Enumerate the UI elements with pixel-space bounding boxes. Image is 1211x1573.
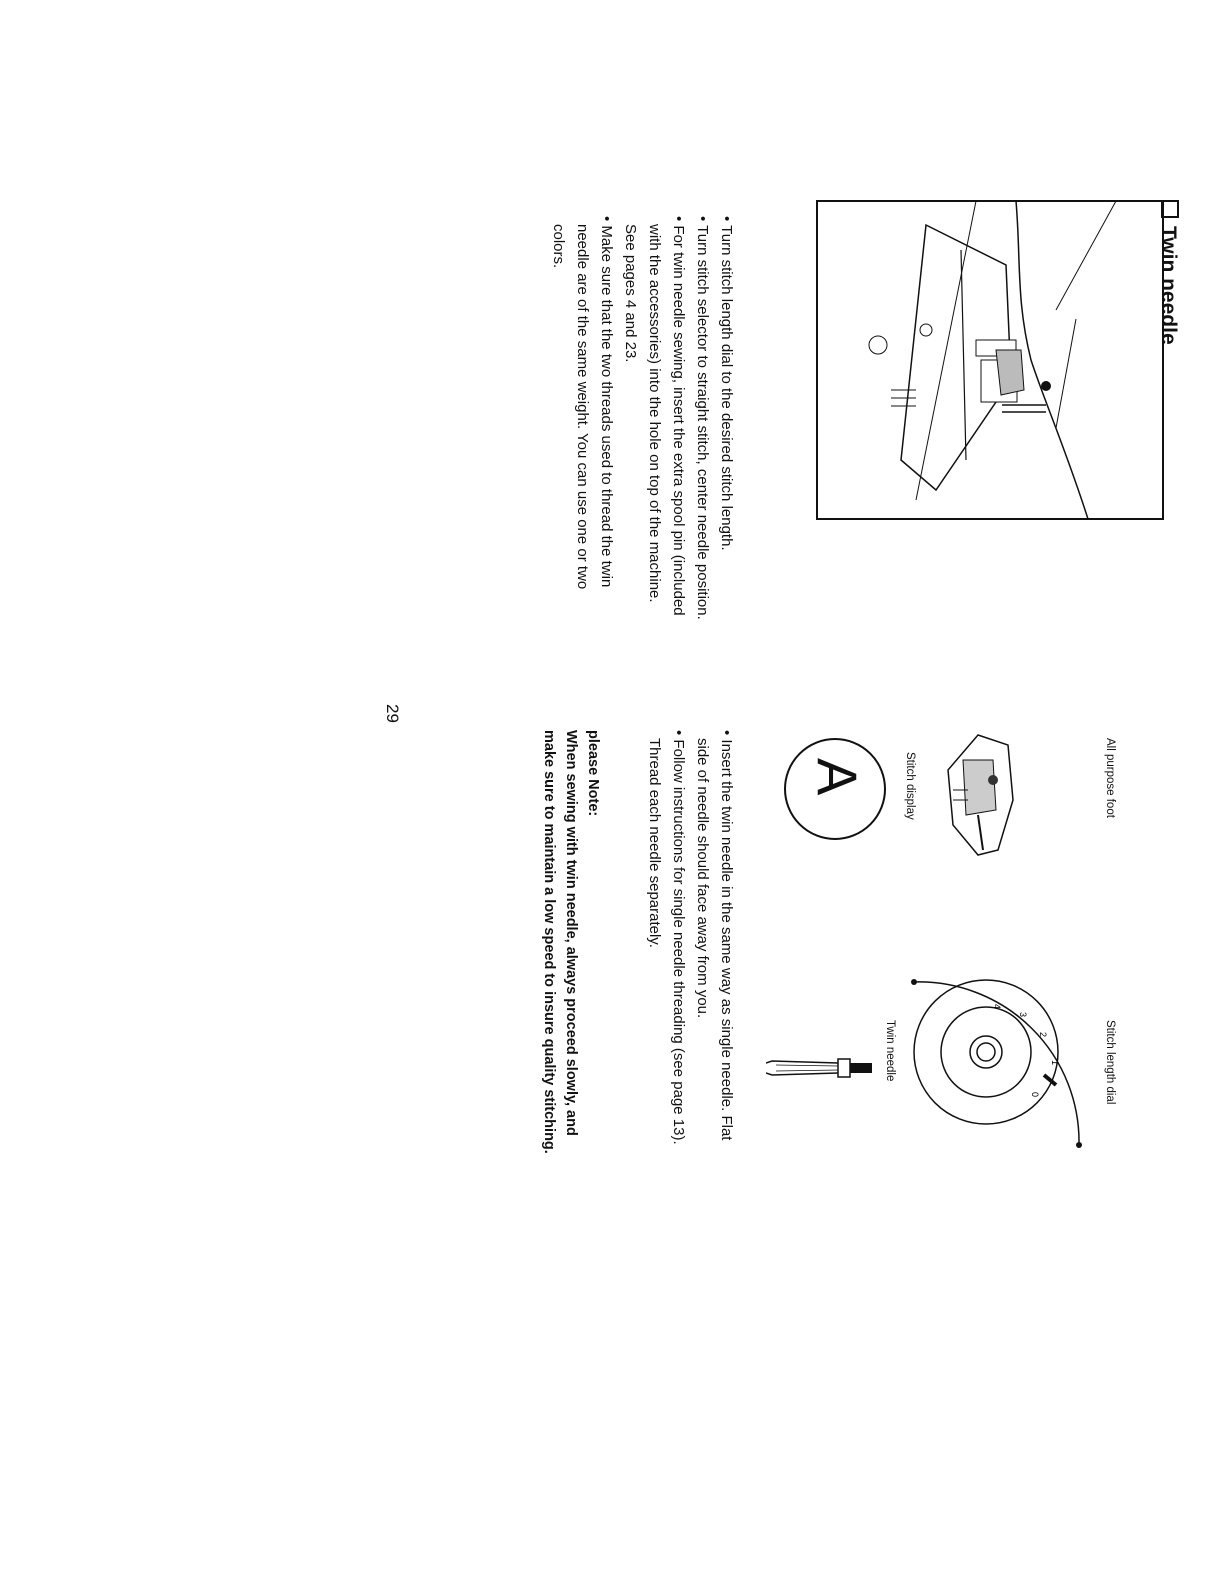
bullet-line: • Follow instructions for single needle threading (see page 13).: [670, 730, 687, 1145]
note-block: [538, 730, 604, 1154]
bullet-line: needle are of the same weight. You can use one or two: [574, 224, 591, 590]
twin-needle-icon: [766, 1045, 872, 1091]
bullet-line: colors.: [550, 224, 567, 269]
bullet-line: • Turn stitch length dial to the desired stitch length.: [718, 216, 735, 551]
bullet-line: • Insert the twin needle in the same way as single needle. Flat: [718, 730, 735, 1141]
stitch-display-letter: A: [806, 758, 869, 796]
title-text: Twin needle: [1157, 226, 1180, 345]
left-instructions: [546, 216, 738, 620]
dial-tick-label: 1: [1050, 1060, 1060, 1066]
bullet-line: with the accessories) into the hole on top of the machine.: [646, 224, 663, 603]
note-line: When sewing with twin needle, always proceed slowly, and: [563, 730, 579, 1136]
dial-tick-label: 3: [1018, 1012, 1028, 1018]
bullet-line: Thread each needle separately.: [646, 738, 663, 948]
note-heading: please Note:: [585, 730, 601, 817]
bullet-line: See pages 4 and 23.: [622, 224, 639, 363]
page-number: 29: [383, 704, 402, 723]
machine-needle-illustration: [816, 200, 1164, 520]
dial-tick-label: 2: [1038, 1032, 1048, 1038]
dial-tick-label: 4: [992, 1004, 1002, 1010]
bullet-line: • Make sure that the two threads used to thread the twin: [598, 216, 615, 588]
caption-stitch-length-dial: Stitch length dial: [1104, 1020, 1116, 1105]
bullet-line: side of needle should face away from you.: [694, 738, 711, 1019]
caption-all-purpose-foot: All purpose foot: [1104, 738, 1116, 818]
note-line: make sure to maintain a low speed to insure quality stitching.: [541, 730, 557, 1154]
caption-twin-needle: Twin needle: [884, 1020, 896, 1082]
dial-tick-label: 0: [1030, 1092, 1040, 1098]
caption-stitch-display: Stitch display: [904, 752, 916, 820]
bullet-line: • For twin needle sewing, insert the extra spool pin (included: [670, 216, 687, 616]
stitch-length-dial-icon: [894, 960, 1094, 1160]
bullet-line: • Turn stitch selector to straight stitch, center needle position.: [694, 216, 711, 620]
right-instructions: [642, 730, 738, 1145]
all-purpose-foot-icon: [938, 730, 1020, 860]
